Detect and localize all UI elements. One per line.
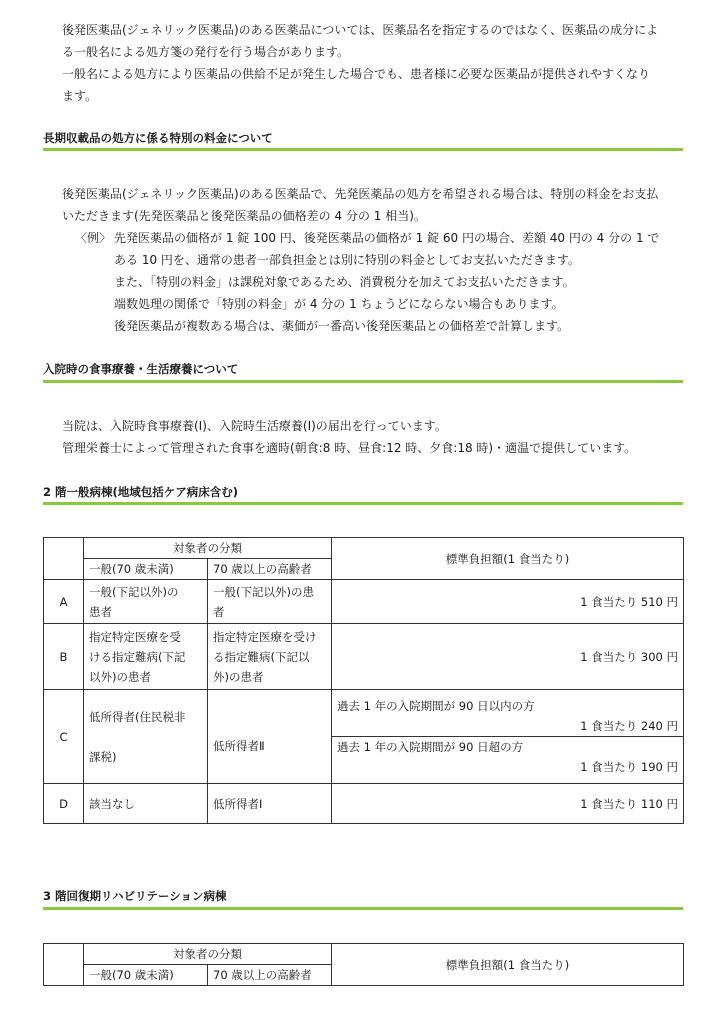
section-divider	[43, 502, 683, 505]
section-heading-long-term: 長期収載品の処方に係る特別の料金について	[43, 131, 273, 145]
table-header-col2: 70 歳以上の高齢者	[208, 559, 332, 580]
row-col1	[84, 690, 208, 784]
table-header-fee: 標準負担額(1 食当たり)	[332, 944, 684, 986]
section-heading-meals: 入院時の食事療養・生活療養について	[43, 362, 239, 376]
meals-line: 管理栄養士によって管理された食事を適時(朝食:8 時、昼食:12 時、夕食:18 時)・適温で提供しています。	[62, 441, 637, 455]
cell-line: 指定特定医療を受け	[213, 629, 317, 644]
fee-split-top	[332, 696, 683, 737]
long-term-paragraph	[62, 183, 702, 227]
intro-line: 後発医薬品(ジェネリック医薬品)のある医薬品については、医薬品名を指定するのではなく、医薬品の成分によ	[62, 23, 659, 37]
section-heading-3f: 3 階回復期リハビリテーション病棟	[43, 889, 227, 903]
row-col2	[208, 784, 332, 824]
table-corner-cell	[44, 944, 84, 986]
fee-condition: 過去 1 年の入院期間が 90 日以内の方	[337, 699, 535, 713]
cell-line: 指定特定医療を受	[89, 629, 181, 644]
row-col2	[208, 690, 332, 784]
row-fee-split	[332, 690, 684, 784]
table-header-col1: 一般(70 歳未満)	[84, 559, 208, 580]
cell-line: 低所得者Ⅰ	[213, 796, 263, 811]
row-col1	[84, 580, 208, 624]
section-divider	[43, 907, 683, 910]
cell-line: 以外)の患者	[89, 669, 151, 684]
row-fee: 1 食当たり 510 円	[332, 580, 684, 624]
fee-split-bottom	[332, 737, 683, 777]
cell-line: 患者	[89, 604, 112, 619]
long-term-line: いただきます(先発医薬品と後発医薬品の価格差の 4 分の 1 相当)。	[62, 209, 426, 223]
meals-line: 当院は、入院時食事療養(Ⅰ)、入院時生活療養(Ⅰ)の届出を行っています。	[62, 419, 447, 433]
row-col1	[84, 784, 208, 824]
row-col2	[208, 580, 332, 624]
table-header-group: 対象者の分類	[84, 538, 332, 559]
meals-paragraph	[62, 415, 702, 459]
cell-line: 課税)	[89, 749, 117, 764]
row-fee: 1 食当たり 300 円	[332, 624, 684, 690]
row-key: A	[44, 580, 84, 624]
table-row	[44, 624, 684, 690]
intro-line: る一般名による処方箋の発行を行う場合があります。	[62, 45, 350, 59]
fee-condition: 過去 1 年の入院期間が 90 日超の方	[337, 740, 524, 754]
table-header-fee: 標準負担額(1 食当たり)	[332, 538, 684, 580]
example-line: 端数処理の関係で「特別の料金」が 4 分の 1 ちょうどにならない場合もあります。	[114, 297, 564, 311]
cell-line: 低所得者Ⅱ	[213, 738, 265, 753]
table-row	[44, 784, 684, 824]
cell-line: る指定難病(下記以	[213, 649, 310, 664]
example-line: また、「特別の料金」は課税対象であるため、消費税分を加えてお支払いただきます。	[114, 275, 575, 289]
table-corner-cell	[44, 538, 84, 580]
example-label: 〈例〉	[75, 231, 112, 245]
fee-value: 1 食当たり 190 円	[580, 760, 678, 774]
section-divider	[43, 380, 683, 383]
fee-table-3f	[43, 943, 684, 986]
section-divider	[43, 148, 683, 151]
row-key: B	[44, 624, 84, 690]
cell-line: ける指定難病(下記	[89, 649, 186, 664]
row-col2	[208, 624, 332, 690]
section-heading-2f: 2 階一般病棟(地域包括ケア病床含む)	[43, 485, 239, 499]
example-line: 後発医薬品が複数ある場合は、薬価が一番高い後発医薬品との価格差で計算します。	[114, 319, 570, 333]
fee-table-2f	[43, 537, 684, 824]
table-row	[44, 580, 684, 624]
intro-line: 一般名による処方により医薬品の供給不足が発生した場合でも、患者様に必要な医薬品が提供されやすくなり	[62, 67, 651, 81]
row-key: C	[44, 690, 84, 784]
table-header-col1: 一般(70 歳未満)	[84, 965, 208, 986]
row-col1	[84, 624, 208, 690]
fee-value: 1 食当たり 240 円	[580, 719, 678, 733]
row-fee: 1 食当たり 110 円	[332, 784, 684, 824]
cell-line: 一般(下記以外)の	[89, 584, 179, 599]
long-term-line: 後発医薬品(ジェネリック医薬品)のある医薬品で、先発医薬品の処方を希望される場合は、特別の料金をお支払	[62, 187, 659, 201]
table-row	[44, 690, 684, 784]
cell-line: 低所得者(住民税非	[89, 709, 186, 724]
cell-line: 者	[213, 604, 225, 619]
cell-line: 該当なし	[89, 796, 135, 811]
table-header-col2: 70 歳以上の高齢者	[208, 965, 332, 986]
intro-paragraph	[62, 19, 702, 107]
table-header-group: 対象者の分類	[84, 944, 332, 965]
row-key: D	[44, 784, 84, 824]
cell-line: 外)の患者	[213, 669, 264, 684]
intro-line: ます。	[62, 89, 98, 103]
cell-line: 一般(下記以外)の患	[213, 584, 314, 599]
example-line: ある 10 円を、通常の患者一部負担金とは別に特別の料金としてお支払いただきます。	[114, 253, 580, 267]
example-line: 先発医薬品の価格が 1 錠 100 円、後発医薬品の価格が 1 錠 60 円の場合、差額 40 円の 4 分の 1 で	[114, 231, 660, 245]
example-block	[62, 227, 702, 337]
